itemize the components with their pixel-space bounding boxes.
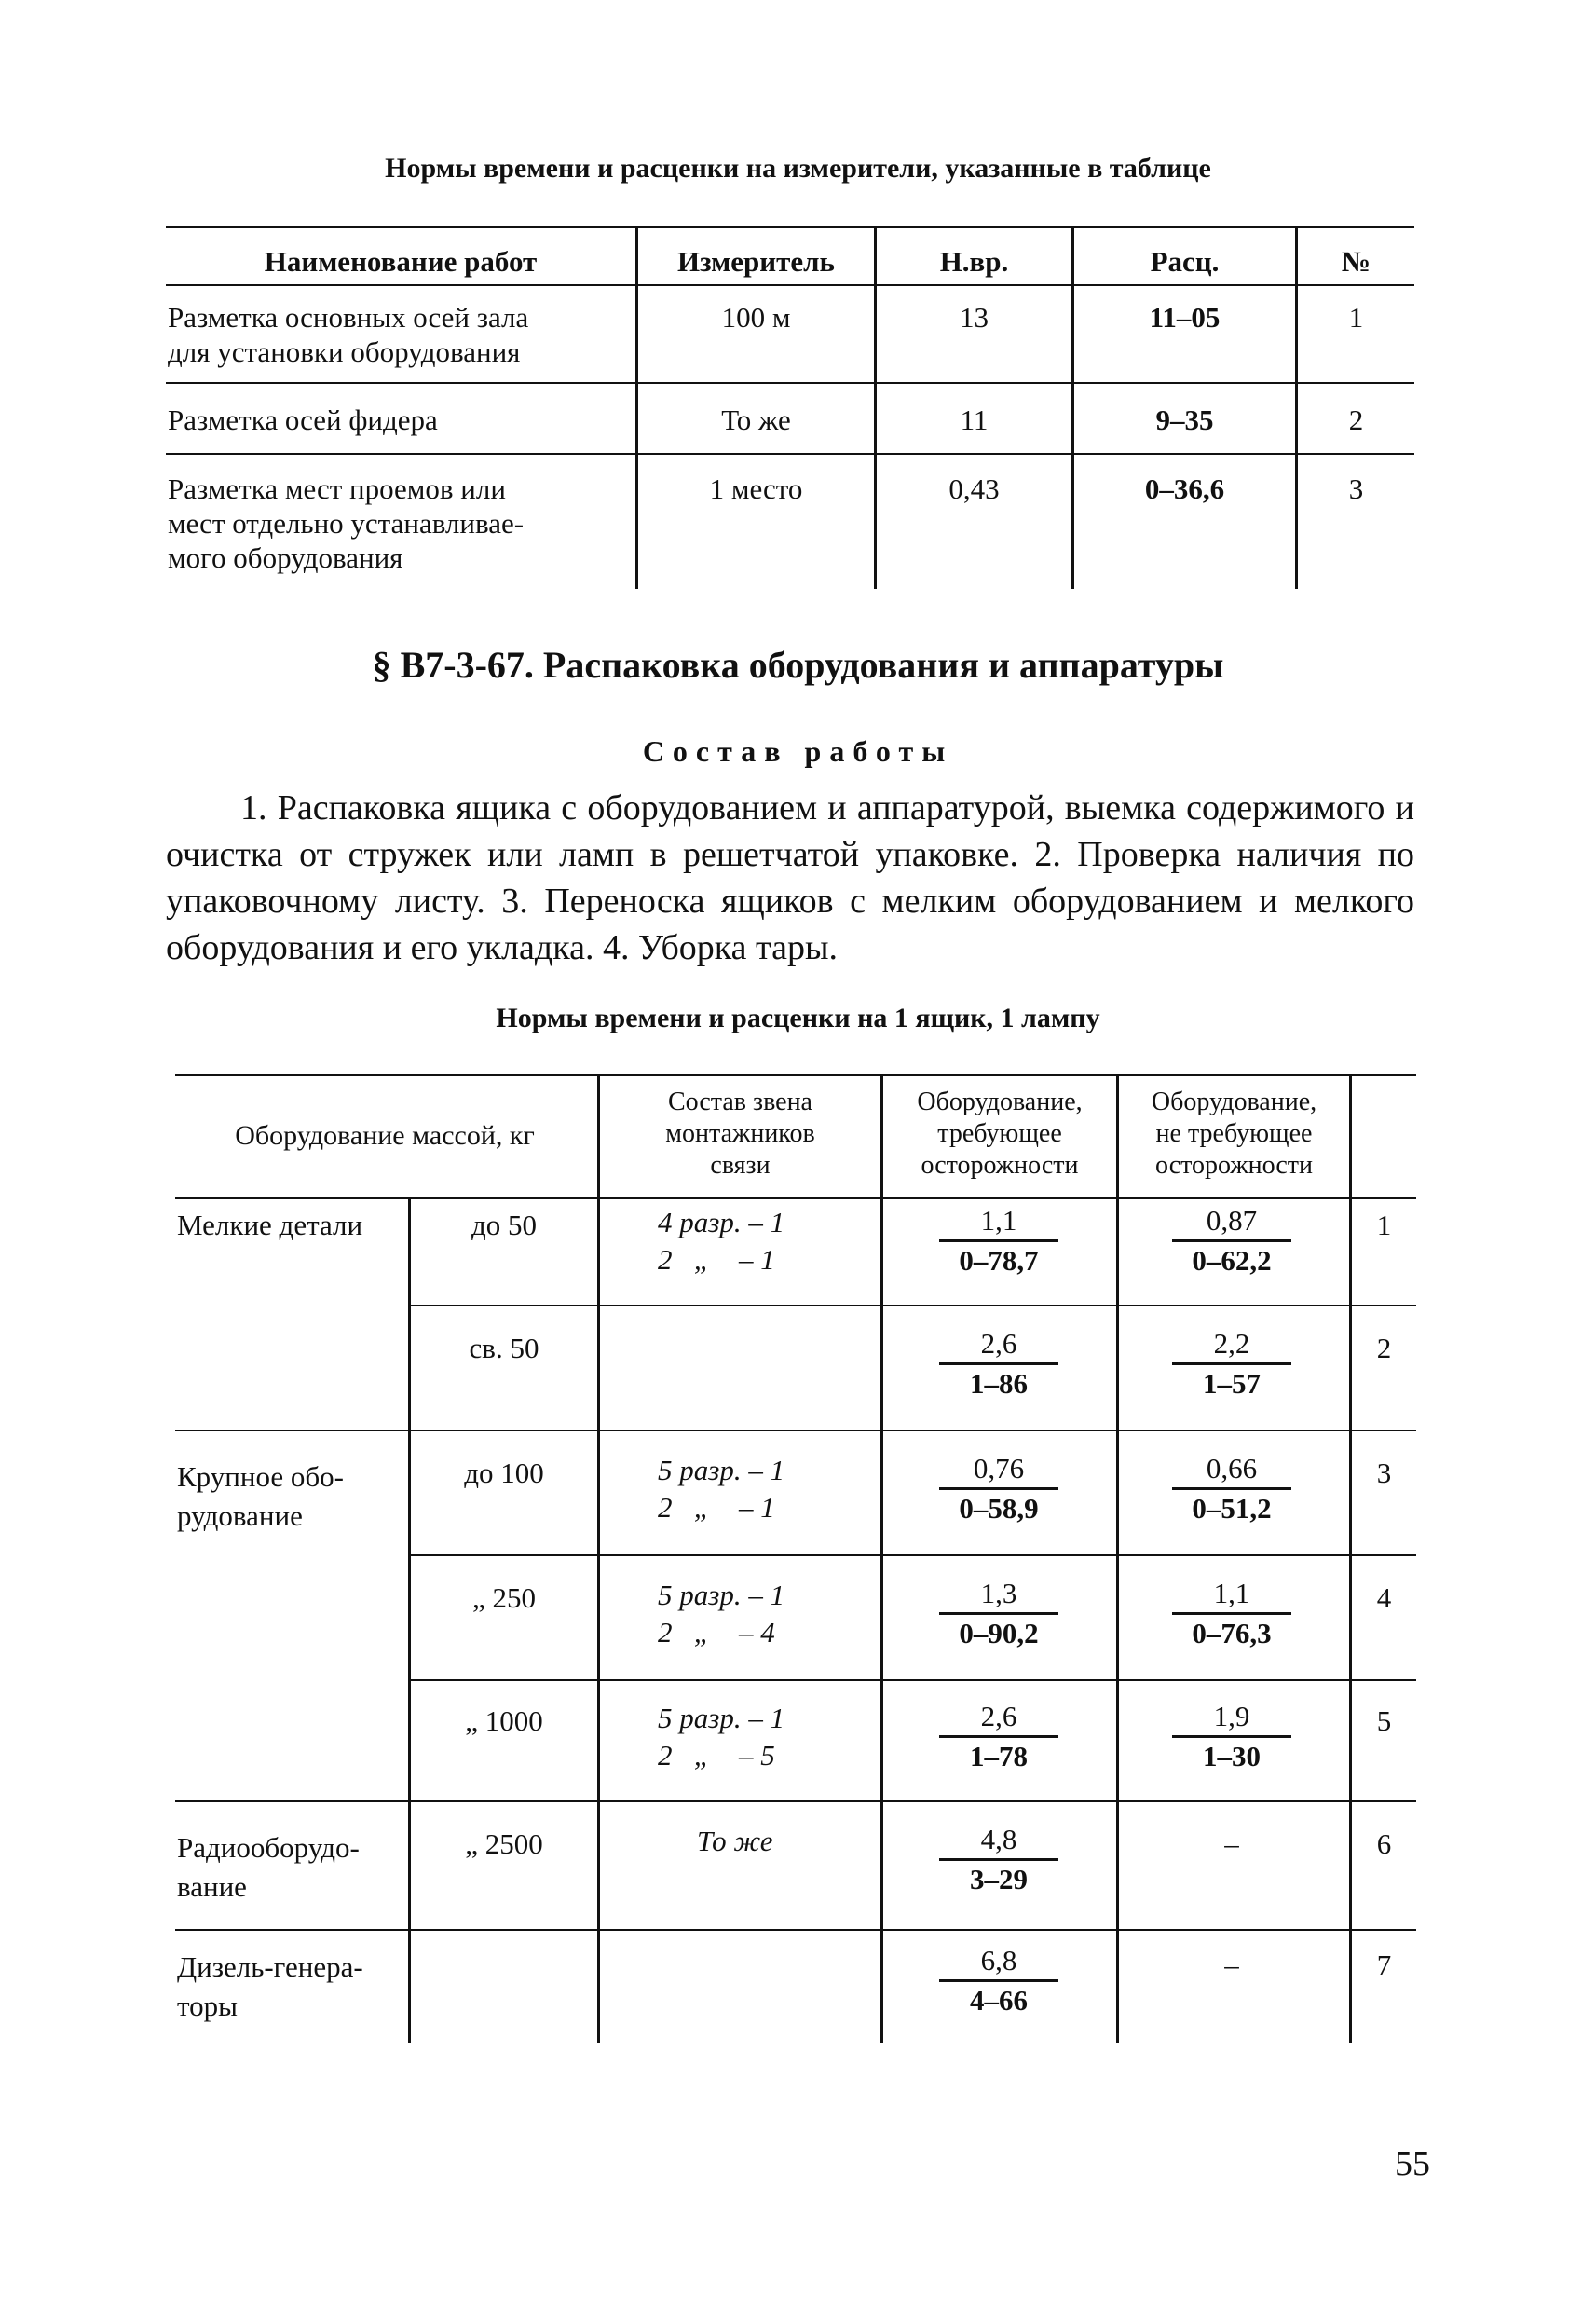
- table1-row-2-name: [168, 403, 634, 437]
- table2-row-1-not-careful: [1172, 1202, 1291, 1279]
- rate-value: 0–90,2: [939, 1612, 1058, 1652]
- table1-row-3-rate: 0–36,6: [1144, 472, 1225, 505]
- name-line: Разметка мест проемов или: [168, 472, 506, 505]
- header-line: монтажников: [665, 1119, 815, 1148]
- table2-column-divider: [408, 1199, 411, 2043]
- table2-row-6-mass: „ 2500: [465, 1827, 543, 1860]
- table2-row-border: [408, 1679, 1416, 1681]
- norm-value: 6,8: [980, 1944, 1017, 1977]
- table2-row-border: [175, 1929, 1416, 1931]
- table2-row-1-careful: [939, 1202, 1058, 1279]
- norm-value: 0,76: [973, 1452, 1025, 1484]
- table2-column-divider: [880, 1074, 883, 2043]
- table2-row-border: [175, 1800, 1416, 1802]
- table2-row-2-mass: св. 50: [469, 1332, 539, 1364]
- table2-row-2-not-careful: [1172, 1325, 1291, 1402]
- table1-header-name: Наименование работ: [264, 245, 538, 278]
- norm-value: 4,8: [980, 1823, 1017, 1855]
- table2-title: Нормы времени и расценки на 1 ящик, 1 лампу: [496, 1003, 1100, 1033]
- table2-group-small-parts: [177, 1208, 406, 1242]
- table1-row-3-norm: 0,43: [948, 472, 1000, 505]
- table2-header-careful: [883, 1087, 1116, 1182]
- header-line: Оборудование,: [1151, 1088, 1317, 1116]
- table2-row-6-number: 6: [1376, 1827, 1392, 1860]
- table2-row-3-number: 3: [1376, 1457, 1392, 1489]
- group-line: Дизель-генера-: [177, 1950, 363, 1983]
- table2-header-not-careful: [1119, 1087, 1349, 1182]
- rate-value: 4–66: [939, 1979, 1058, 2019]
- rate-value: 0–51,2: [1172, 1487, 1291, 1527]
- rate-value: 0–78,7: [939, 1239, 1058, 1279]
- group-line: Крупное обо-: [177, 1460, 344, 1493]
- norm-value: 1,1: [980, 1204, 1017, 1237]
- table2-row-border: [408, 1554, 1416, 1556]
- table2-row-5-careful: [939, 1698, 1058, 1775]
- rate-value: 0–62,2: [1172, 1239, 1291, 1279]
- header-line: осторожности: [1155, 1151, 1313, 1180]
- table2-row-5-number: 5: [1376, 1704, 1392, 1737]
- table2-row-6-crew: [697, 1823, 773, 1860]
- table2-row-7-not-careful: –: [1224, 1949, 1239, 1981]
- header-line: не требующее: [1155, 1119, 1313, 1148]
- table2-column-divider: [597, 1074, 600, 2043]
- table2-top-border: [175, 1074, 1416, 1076]
- group-line: торы: [177, 1990, 238, 2022]
- table2-row-border: [408, 1305, 1416, 1306]
- header-line: требующее: [937, 1119, 1062, 1148]
- norm-value: 1,9: [1213, 1700, 1250, 1732]
- norm-value: 0,66: [1206, 1452, 1258, 1484]
- table2-row-4-mass: „ 250: [471, 1581, 536, 1614]
- table2-header-border: [175, 1197, 1416, 1199]
- norm-value: 2,2: [1213, 1327, 1250, 1360]
- table2-row-border: [175, 1430, 1416, 1431]
- rate-value: 1–86: [939, 1362, 1058, 1402]
- group-line: Радиооборудо-: [177, 1831, 360, 1864]
- group-line: Мелкие детали: [177, 1209, 363, 1241]
- header-line: осторожности: [921, 1151, 1079, 1180]
- crew-line: То же: [697, 1825, 773, 1857]
- table1-header-unit: Измеритель: [677, 245, 835, 278]
- table1-header-rate: Расц.: [1150, 245, 1220, 278]
- rate-value: 0–58,9: [939, 1487, 1058, 1527]
- section-title: § В7-3-67. Распаковка оборудования и аппаратуры: [372, 644, 1224, 686]
- table2-row-3-not-careful: [1172, 1450, 1291, 1527]
- table2-row-7-number: 7: [1376, 1949, 1392, 1981]
- name-line: Разметка основных осей зала: [168, 301, 529, 334]
- header-line: Состав звена: [668, 1088, 812, 1116]
- header-line: Оборудование,: [917, 1088, 1083, 1116]
- table1-header-border: [166, 284, 1414, 286]
- table1-header-norm: Н.вр.: [939, 245, 1009, 278]
- table1-row-border: [166, 382, 1414, 384]
- table2-column-divider: [1116, 1074, 1119, 2043]
- table2-row-4-crew: [658, 1577, 784, 1651]
- table1-title: Нормы времени и расценки на измерители, указанные в таблице: [385, 153, 1211, 184]
- header-line: связи: [710, 1151, 771, 1180]
- table1-row-1-norm: 13: [960, 301, 989, 334]
- table1-header-number: №: [1341, 245, 1371, 278]
- norm-value: 2,6: [980, 1327, 1017, 1360]
- table2-header-crew: [600, 1087, 880, 1182]
- crew-line: 2 „ – 1: [658, 1243, 775, 1276]
- table2-group-radio-equipment: [177, 1828, 406, 1907]
- table2-header-mass: Оборудование массой, кг: [235, 1120, 535, 1151]
- rate-value: 1–78: [939, 1735, 1058, 1775]
- rate-value: 1–30: [1172, 1735, 1291, 1775]
- crew-line: 5 разр. – 1: [658, 1454, 785, 1486]
- name-line: Разметка осей фидера: [168, 404, 438, 436]
- table2-row-5-mass: „ 1000: [465, 1704, 543, 1737]
- table1-row-1-unit: 100 м: [721, 301, 791, 334]
- table2-row-6-not-careful: –: [1224, 1827, 1239, 1860]
- work-heading: Состав работы: [642, 734, 954, 768]
- table2-row-7-careful: [939, 1942, 1058, 2019]
- crew-line: 2 „ – 1: [658, 1491, 775, 1524]
- table2-row-4-careful: [939, 1575, 1058, 1652]
- table2-row-4-number: 4: [1376, 1581, 1392, 1614]
- table1-row-1-rate: 11–05: [1149, 301, 1221, 334]
- table2-row-5-crew: [658, 1700, 784, 1774]
- rate-value: 3–29: [939, 1858, 1058, 1898]
- table2-row-4-not-careful: [1172, 1575, 1291, 1652]
- table1-row-2-unit: То же: [721, 404, 791, 436]
- crew-line: 2 „ – 4: [658, 1616, 775, 1648]
- table2-row-1-mass: до 50: [471, 1209, 538, 1241]
- norm-value: 2,6: [980, 1700, 1017, 1732]
- crew-line: 4 разр. – 1: [658, 1206, 785, 1238]
- rate-value: 1–57: [1172, 1362, 1291, 1402]
- table2-row-3-careful: [939, 1450, 1058, 1527]
- table1-row-2-rate: 9–35: [1155, 404, 1214, 436]
- name-line: для установки оборудования: [168, 335, 521, 368]
- table2-row-1-number: 1: [1376, 1209, 1392, 1241]
- table2-row-1-crew: [658, 1204, 784, 1279]
- table2-row-5-not-careful: [1172, 1698, 1291, 1775]
- norm-value: 1,1: [1213, 1577, 1250, 1609]
- table1-row-border: [166, 453, 1414, 455]
- norm-value: 0,87: [1206, 1204, 1258, 1237]
- table1-row-2-norm: 11: [960, 404, 989, 436]
- table1-row-3-name: [168, 472, 634, 575]
- group-line: вание: [177, 1870, 247, 1903]
- page-number: 55: [1395, 2144, 1430, 2183]
- table2-row-2-careful: [939, 1325, 1058, 1402]
- table2-group-large-equipment: [177, 1457, 406, 1536]
- work-description: 1. Распаковка ящика с оборудованием и аппаратурой, выемка содержимого и очистка от стружек или ламп в решетчатой упаковке. 2. Проверка наличия по упаковочному листу. 3. Переноска ящиков с мелким оборудованием и мелкого оборудования и его укладка. 4. Уборка тары.: [166, 788, 1414, 967]
- crew-line: 2 „ – 5: [658, 1739, 775, 1772]
- table1-row-3-unit: 1 место: [709, 472, 803, 505]
- table2-row-2-number: 2: [1376, 1332, 1392, 1364]
- crew-line: 5 разр. – 1: [658, 1702, 785, 1734]
- table2-row-3-crew: [658, 1452, 784, 1526]
- table2-group-diesel-generators: [177, 1948, 406, 2026]
- table2-row-6-careful: [939, 1821, 1058, 1898]
- name-line: мест отдельно устанавливае-: [168, 507, 525, 540]
- group-line: рудование: [177, 1499, 303, 1532]
- norm-value: 1,3: [980, 1577, 1017, 1609]
- table1-row-1-name: [168, 300, 634, 369]
- table2-row-3-mass: до 100: [464, 1457, 544, 1489]
- table1-top-border: [166, 226, 1414, 228]
- name-line: мого оборудования: [168, 541, 403, 574]
- table1-row-3-number: 3: [1348, 472, 1364, 505]
- table1-row-2-number: 2: [1348, 404, 1364, 436]
- rate-value: 0–76,3: [1172, 1612, 1291, 1652]
- table1-row-1-number: 1: [1348, 301, 1364, 334]
- crew-line: 5 разр. – 1: [658, 1579, 785, 1611]
